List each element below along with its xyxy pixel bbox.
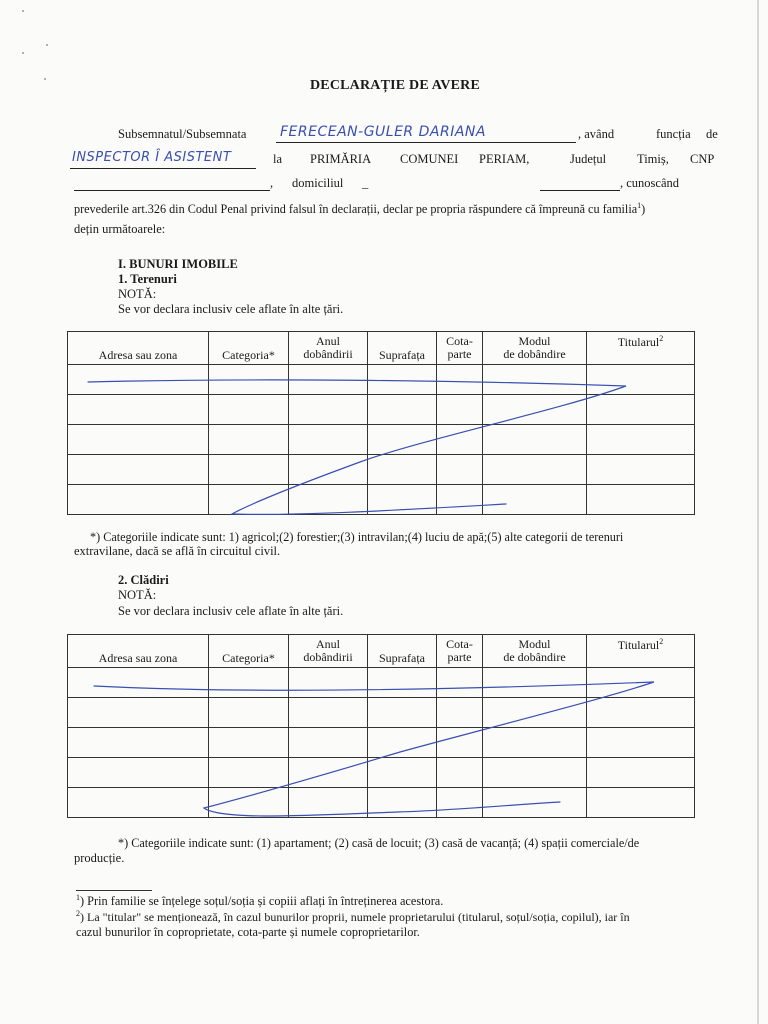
label-periam: PERIAM, (479, 152, 530, 166)
cladiri-footnote-2: producție. (74, 851, 125, 865)
col-titularul: Titularul$^2$ (587, 332, 695, 365)
scan-speck (46, 44, 48, 46)
table-row (68, 698, 695, 728)
terenuri-footnote-2: extravilane, dacă se află în circuitul civil. (74, 544, 281, 558)
page-title: DECLARAȚIE DE AVERE (309, 78, 481, 93)
scan-speck (22, 52, 24, 54)
terenuri-footnote: *) Categoriile indicate sunt: 1) agricol;(2) forestier;(3) intravilan;(4) luciu de apă;(5) alte categorii de terenuri (90, 530, 624, 544)
table-row (68, 728, 695, 758)
page-edge (757, 0, 759, 1024)
name-underline (276, 142, 576, 143)
col-suprafata: Suprafața (368, 332, 437, 365)
col-categoria: Categoria* (209, 635, 289, 668)
table-row (68, 455, 695, 485)
col-cota: Cota- parte (437, 332, 483, 365)
footnote-separator (76, 890, 152, 891)
declaration-text: prevederile art.326 din Codul Penal privind falsul în declarații, declar pe propria răspundere că împreună cu familia$^1$) (74, 201, 646, 217)
col-modul: Modul de dobândire (483, 332, 587, 365)
col-suprafata: Suprafața (368, 635, 437, 668)
table-row (68, 788, 695, 818)
handwritten-name: FERECEAN-GULER DARIANA (280, 124, 486, 140)
table-header-row (68, 635, 695, 668)
footnote-2: $^2$) La "titular" se menționează, în cazul bunurilor proprii, numele proprietarului (titularul, soțul/soția, copilul), iar în (76, 909, 630, 924)
function-underline (70, 168, 256, 169)
table-row (68, 425, 695, 455)
col-titularul: Titularul$^2$ (587, 635, 695, 668)
col-cota: Cota- parte (437, 635, 483, 668)
label-la: la (273, 152, 283, 166)
table-row (68, 668, 695, 698)
nota-label: NOTĂ: (118, 588, 157, 602)
col-categoria: Categoria* (209, 332, 289, 365)
terenuri-table (67, 331, 695, 515)
label-comunei: COMUNEI (400, 152, 459, 166)
table-row (68, 758, 695, 788)
subsection-cladiri: 2. Clădiri (118, 573, 169, 587)
label-cnp: CNP (690, 152, 715, 166)
footnote-1: $^1$) Prin familie se înțelege soțul/soția și copiii aflați în întreținerea acestora. (76, 893, 444, 909)
label-domiciliul: domiciliul (292, 176, 344, 190)
address-blank (540, 190, 620, 191)
cladiri-footnote: *) Categoriile indicate sunt: (1) apartament; (2) casă de locuit; (3) casă de vacanță; (4) spații comerciale/de (118, 836, 640, 850)
table-row (68, 365, 695, 395)
nota-text: Se vor declara inclusiv cele aflate în alte țări. (118, 604, 344, 618)
table-row (68, 395, 695, 425)
col-modul: Modul de dobândire (483, 635, 587, 668)
footnote-2-cont: cazul bunurilor în coproprietate, cota-parte și numele coproprietarilor. (76, 925, 420, 939)
col-adresa: Adresa sau zona (68, 635, 209, 668)
section-heading: I. BUNURI IMOBILE (118, 257, 238, 271)
label-cunoscand: , cunoscând (620, 176, 680, 190)
col-anul: Anul dobândirii (289, 635, 368, 668)
table-row (68, 485, 695, 515)
handwritten-function: INSPECTOR Î ASISTENT (72, 150, 232, 165)
label-judetul: Județul (570, 152, 607, 166)
label-functia: funcția (656, 127, 691, 141)
col-anul: Anul dobândirii (289, 332, 368, 365)
scan-speck (22, 10, 24, 12)
label-primaria: PRIMĂRIA (310, 152, 372, 166)
cladiri-table (67, 634, 695, 818)
declaration-text-2: dețin următoarele: (74, 222, 166, 236)
nota-text: Se vor declara inclusiv cele aflate în alte țări. (118, 302, 344, 316)
table-header-row (68, 332, 695, 365)
label-subsemnatul: Subsemnatul/Subsemnata (118, 127, 247, 141)
label-avand: , având (578, 127, 615, 141)
cnp-blank (74, 190, 270, 191)
comma: , (270, 176, 274, 190)
nota-label: NOTĂ: (118, 287, 157, 301)
dash: _ (362, 176, 369, 190)
subsection-terenuri: 1. Terenuri (118, 272, 177, 286)
label-timis: Timiș, (637, 152, 669, 166)
col-adresa: Adresa sau zona (68, 332, 209, 365)
label-de: de (706, 127, 718, 141)
